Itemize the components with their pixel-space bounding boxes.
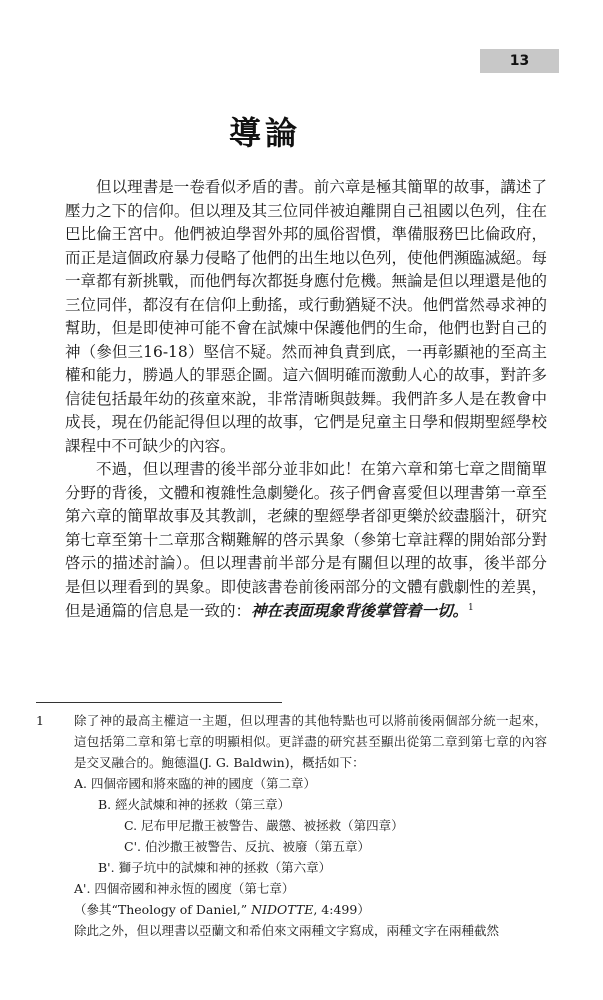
footnote-text: 除了神的最高主權這一主題，但以理書的其他特點也可以將前後兩個部分統一起來，這包括第二章和第七章的明顯相似。更詳盡的研究甚至顯出從第二章到第七章的內容是交叉融合的。鮑德溫(J. G. Baldwin)，概括如下：: [74, 713, 547, 770]
outline-item: C. 尼布甲尼撒王被警告、嚴懲、被拯救（第四章）: [124, 818, 404, 833]
footnote-ref: 1: [468, 602, 474, 613]
paragraph-1: [65, 176, 547, 458]
chiasm-outline: [74, 773, 547, 899]
outline-item: A'. 四個帝國和神永恆的國度（第七章）: [74, 881, 295, 896]
body-text: [65, 176, 547, 624]
footnote-number: 1: [36, 713, 44, 728]
footnote-divider: [36, 702, 282, 703]
page-number: 13: [480, 49, 559, 73]
footnote-continuation: 除此之外，但以理書以亞蘭文和希伯來文兩種文字寫成，兩種文字在兩種截然: [74, 923, 500, 938]
citation-source: NIDOTTE: [251, 902, 314, 917]
emphasis-text: 神在表面現象背後掌管着一切。: [251, 601, 469, 620]
citation-prefix: （參其“Theology of Daniel,”: [74, 902, 252, 917]
outline-item: A. 四個帝國和將來臨的神的國度（第二章）: [74, 776, 316, 791]
footnote-citation: [74, 899, 547, 920]
outline-item: C'. 伯沙撒王被警告、反抗、被廢（第五章）: [124, 839, 370, 854]
paragraph-1-text: 但以理書是一卷看似矛盾的書。前六章是極其簡單的故事，講述了壓力之下的信仰。但以理及其三位同伴被迫離開自己祖國以色列，住在巴比倫王宮中。他們被迫學習外邦的風俗習慣，準備服務巴比倫政府，而正是這個政府暴力侵略了他們的出生地以色列，使他們瀕臨滅絕。每一章都有新挑戰，而他們每次都挺身應付危機。無論是但以理還是他的三位同伴，都沒有在信仰上動搖，或行動猶疑不決。他們當然尋求神的幫助，但是即使神可能不會在試煉中保護他們的生命，他們也對自己的神（參但三16-18）堅信不疑。然而神負責到底，一再彰顯祂的至高主權和能力，勝過人的罪惡企圖。這六個明確而激動人心的故事，對許多信徒包括最年幼的孩童來說，非常清晰與鼓舞。我們許多人是在教會中成長，現在仍能記得但以理的故事，它們是兒童主日學和假期聖經學校課程中不可缺少的內容。: [65, 178, 547, 455]
paragraph-2-text: 不過，但以理書的後半部分並非如此！在第六章和第七章之間簡單分野的背後，文體和複雜性急劇變化。孩子們會喜愛但以理書第一章至第六章的簡單故事及其教訓，老練的聖經學者卻更樂於絞盡腦汁，研究第七章至第十二章那含糊難解的啓示異象（參第七章註釋的開始部分對啓示的描述討論）。但以理書前半部分是有關但以理的故事，後半部分是但以理看到的異象。即使該書卷前後兩部分的文體有戲劇性的差異，但是通篇的信息是一致的：: [65, 460, 547, 620]
paragraph-2: [65, 458, 547, 624]
outline-item: B'. 獅子坑中的試煉和神的拯救（第六章）: [98, 860, 332, 875]
citation-suffix: , 4:499）: [313, 902, 370, 917]
page-title: 導論: [228, 114, 301, 152]
footnote: [36, 710, 547, 941]
outline-item: B. 經火試煉和神的拯救（第三章）: [98, 797, 291, 812]
